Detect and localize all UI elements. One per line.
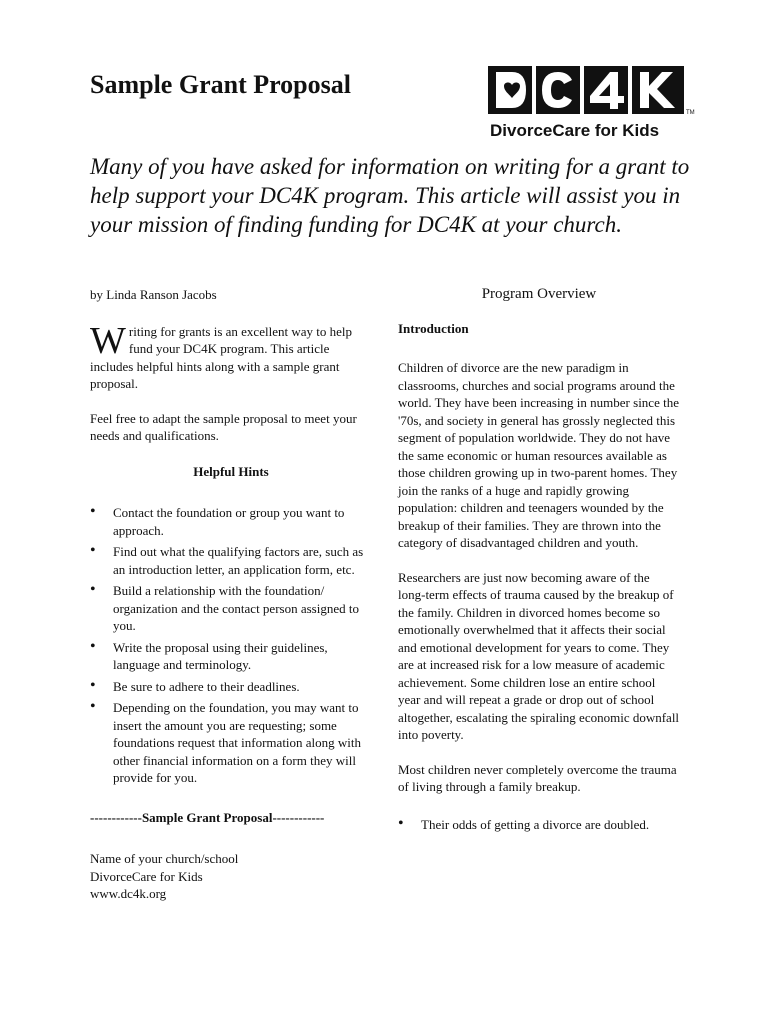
body-paragraph: Children of divorce are the new paradigm in classrooms, churches and social programs around the world. They have been increasing in number since the '70s, and society in general has grossly neglected this segment of population worldwide. They do not have the same economic or human resources available as those children growing up in two-parent homes. They join the ranks of a huge and rapidly growing population: children and teenagers wounded by the breakup of their families. They are thrown into the category of disadvantaged children and youth. bbox=[398, 360, 679, 550]
list-item: • Contact the foundation or group you want to approach. bbox=[90, 504, 372, 539]
opening-paragraph-text: riting for grants is an excellent way to help fund your DC4K program. This article includes helpful hints along with a sample grant proposal. bbox=[90, 323, 352, 391]
trademark-mark: TM bbox=[686, 110, 695, 116]
right-column bbox=[398, 286, 680, 837]
effects-list bbox=[398, 816, 680, 834]
dc4k-logo bbox=[488, 66, 700, 140]
body-paragraph: Most children never completely overcome the trauma of living through a family breakup. bbox=[398, 761, 677, 794]
address-line: DivorceCare for Kids bbox=[90, 868, 203, 884]
list-item: • Be sure to adhere to their deadlines. bbox=[90, 678, 372, 696]
byline: by Linda Ranson Jacobs bbox=[90, 287, 217, 302]
list-item: • Find out what the qualifying factors are, such as an introduction letter, an application form, etc. bbox=[90, 543, 372, 578]
program-overview-heading: Program Overview bbox=[481, 286, 597, 302]
adapt-paragraph: Feel free to adapt the sample proposal to meet your needs and qualifications. bbox=[90, 410, 357, 443]
helpful-hints-heading: Helpful Hints bbox=[193, 463, 269, 479]
list-item: • Depending on the foundation, you may want to insert the amount you are requesting; some foundations request that information along with other financial information on a form they will provide for you. bbox=[90, 699, 372, 787]
address-line: Name of your church/school bbox=[90, 851, 239, 866]
introduction-heading: Introduction bbox=[398, 320, 469, 336]
sample-proposal-divider: ------------Sample Grant Proposal------------ bbox=[90, 809, 325, 825]
list-item: • Build a relationship with the foundation/ organization and the contact person assigned to you. bbox=[90, 582, 372, 635]
left-column bbox=[90, 286, 372, 903]
intro-paragraph: Many of you have asked for information on writing for a grant to help support your DC4K program. This article will assist you in your mission of finding funding for DC4K at your church. bbox=[90, 154, 690, 237]
logo-subtitle: DivorceCare for Kids bbox=[490, 121, 660, 140]
list-item: • Write the proposal using their guidelines, language and terminology. bbox=[90, 639, 372, 674]
opening-paragraph bbox=[90, 319, 372, 393]
list-item: • Their odds of getting a divorce are doubled. bbox=[398, 816, 680, 834]
address-line: www.dc4k.org bbox=[90, 886, 167, 901]
hints-list bbox=[90, 504, 372, 787]
drop-cap: W bbox=[90, 319, 126, 362]
page-title: Sample Grant Proposal bbox=[90, 70, 351, 99]
body-paragraph: Researchers are just now becoming aware of the long-term effects of trauma caused by the breakup of the family. Children in divorced homes become so emotionally overwhelmed that it affects their social and emotional development for years to come. They are at increased risk for a low measure of academic achievement. Some children lose an entire school year and will repeat a grade or drop out of school altogether, escalating the spiraling economic downfall into poverty. bbox=[398, 569, 680, 742]
